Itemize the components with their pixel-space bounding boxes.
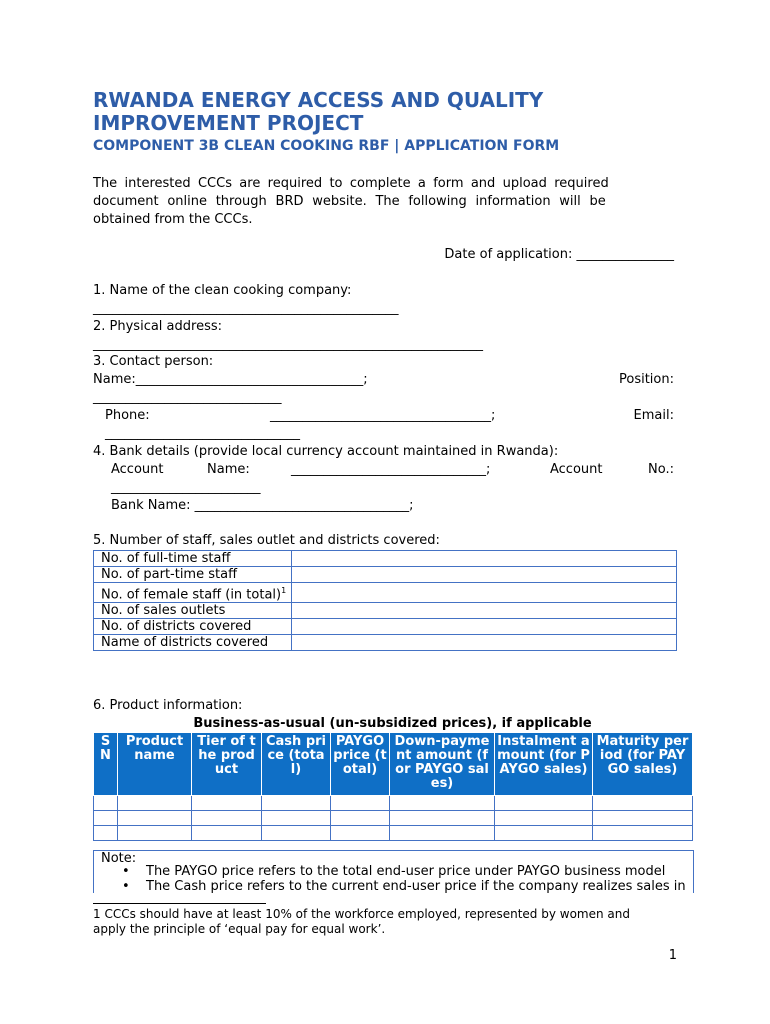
table-row [94,551,677,567]
contact-name-row [93,371,674,389]
product-cell[interactable] [331,796,390,811]
page-number: 1 [668,948,677,963]
product-cell[interactable] [390,811,495,826]
staff-row-label: No. of sales outlets [94,603,292,619]
section-6-label: 6. Product information: [93,698,243,713]
intro-line-3: obtained from the CCCs. [93,212,253,227]
col-header-instalment: Instalment amount (for PAYGO sales) [495,733,593,796]
account-label: Account [111,462,164,477]
footnote-line-1: 1 CCCs should have at least 10% of the workforce employed, represented by women and [93,907,630,921]
company-name-label: 1. Name of the clean cooking company: [93,283,352,298]
note-text: The PAYGO price refers to the total end-user price under PAYGO business model [146,864,666,879]
col-header-cash-price: Cash price (total) [262,733,331,796]
product-cell[interactable] [331,811,390,826]
intro-text-1: The interested CCCs are required to complete a form and upload required [93,176,609,191]
staff-row-value[interactable] [292,567,677,583]
product-cell[interactable] [94,826,118,841]
product-cell[interactable] [118,796,192,811]
contact-name-field[interactable]: Name:___________________________________; [93,372,368,387]
product-cell[interactable] [118,811,192,826]
staff-row-label: No. of full-time staff [94,551,292,567]
account-name-label: Name: [207,462,250,477]
product-cell[interactable] [390,796,495,811]
table-row [94,583,677,603]
staff-row-label: No. of part-time staff [94,567,292,583]
col-header-down-payment: Down-payment amount (for PAYGO sales) [390,733,495,796]
bullet-icon: • [122,864,130,879]
col-header-paygo-price: PAYGO price (total) [331,733,390,796]
table-row [94,826,693,841]
staff-row-label: No. of districts covered [94,619,292,635]
notes-title: Note: [101,851,137,866]
contact-email-field[interactable]: ______________________________ [105,426,300,441]
document-title-line-1: RWANDA ENERGY ACCESS AND QUALITY [93,88,544,112]
table-row [94,811,693,826]
staff-row-value[interactable] [292,583,677,603]
bullet-icon: • [122,879,130,893]
footnote-line-2: apply the principle of ‘equal pay for equal work’. [93,922,386,936]
product-cell[interactable] [192,826,262,841]
staff-row-value[interactable] [292,551,677,567]
staff-row-label [94,583,292,603]
account-number-field[interactable]: _______________________ [111,480,261,495]
physical-address-label: 2. Physical address: [93,319,223,334]
female-staff-label: No. of female staff (in total) [101,587,282,603]
staff-table [93,550,677,651]
staff-row-label: Name of districts covered [94,635,292,651]
intro-line-2 [93,193,674,211]
note-text: The Cash price refers to the current end-user price if the company realizes sales in [146,879,686,893]
date-of-application[interactable]: Date of application: _______________ [444,247,674,262]
table-row [94,635,677,651]
product-cell[interactable] [593,796,693,811]
col-header-sn: S N [94,733,118,796]
product-cell[interactable] [593,811,693,826]
note-item [122,879,686,893]
product-cell[interactable] [495,796,593,811]
intro-text-2: document online through BRD website. The following information will be [93,194,606,209]
company-name-field[interactable]: _______________________________________________ [93,301,399,316]
product-table [93,732,693,841]
contact-email-label: Email: [633,408,674,423]
bank-details-label: 4. Bank details (provide local currency account maintained in Rwanda): [93,444,559,459]
table-row [94,796,693,811]
table-row [94,567,677,583]
physical-address-field[interactable]: ____________________________________________________________ [93,337,483,352]
footnote-separator [93,903,266,904]
product-cell[interactable] [192,796,262,811]
account-number-label-1: Account [550,462,603,477]
note-item [122,864,665,879]
product-cell[interactable] [390,826,495,841]
intro-line-1 [93,175,674,193]
contact-position-label: Position: [619,372,674,387]
product-cell[interactable] [331,826,390,841]
staff-row-value[interactable] [292,603,677,619]
col-header-product-name: Product name [118,733,192,796]
contact-phone-label: Phone: [105,408,150,423]
document-subtitle: COMPONENT 3B CLEAN COOKING RBF | APPLICATION FORM [93,138,560,154]
product-cell[interactable] [593,826,693,841]
product-cell[interactable] [192,811,262,826]
product-table-title: Business-as-usual (un-subsidized prices), if applicable [193,716,592,731]
product-cell[interactable] [262,826,331,841]
account-number-label-2: No.: [648,462,674,477]
product-cell[interactable] [94,811,118,826]
staff-row-value[interactable] [292,635,677,651]
staff-row-value[interactable] [292,619,677,635]
table-row [94,619,677,635]
section-5-label: 5. Number of staff, sales outlet and districts covered: [93,533,440,548]
col-header-tier: Tier of the product [192,733,262,796]
product-cell[interactable] [118,826,192,841]
product-notes [93,850,694,893]
col-header-maturity: Maturity period (for PAYGO sales) [593,733,693,796]
product-cell[interactable] [262,811,331,826]
product-cell[interactable] [495,826,593,841]
product-table-header [94,733,693,796]
contact-phone-field[interactable]: __________________________________; [270,408,496,423]
footnote-ref: 1 [281,586,287,595]
document-title-line-2: IMPROVEMENT PROJECT [93,111,364,135]
product-cell[interactable] [495,811,593,826]
contact-position-field[interactable]: _____________________________ [93,390,282,405]
table-row [94,603,677,619]
account-name-field[interactable]: ______________________________; [291,462,491,477]
product-cell[interactable] [94,796,118,811]
bank-name-field[interactable]: Bank Name: _________________________________; [111,498,414,513]
contact-person-label: 3. Contact person: [93,354,214,369]
product-cell[interactable] [262,796,331,811]
